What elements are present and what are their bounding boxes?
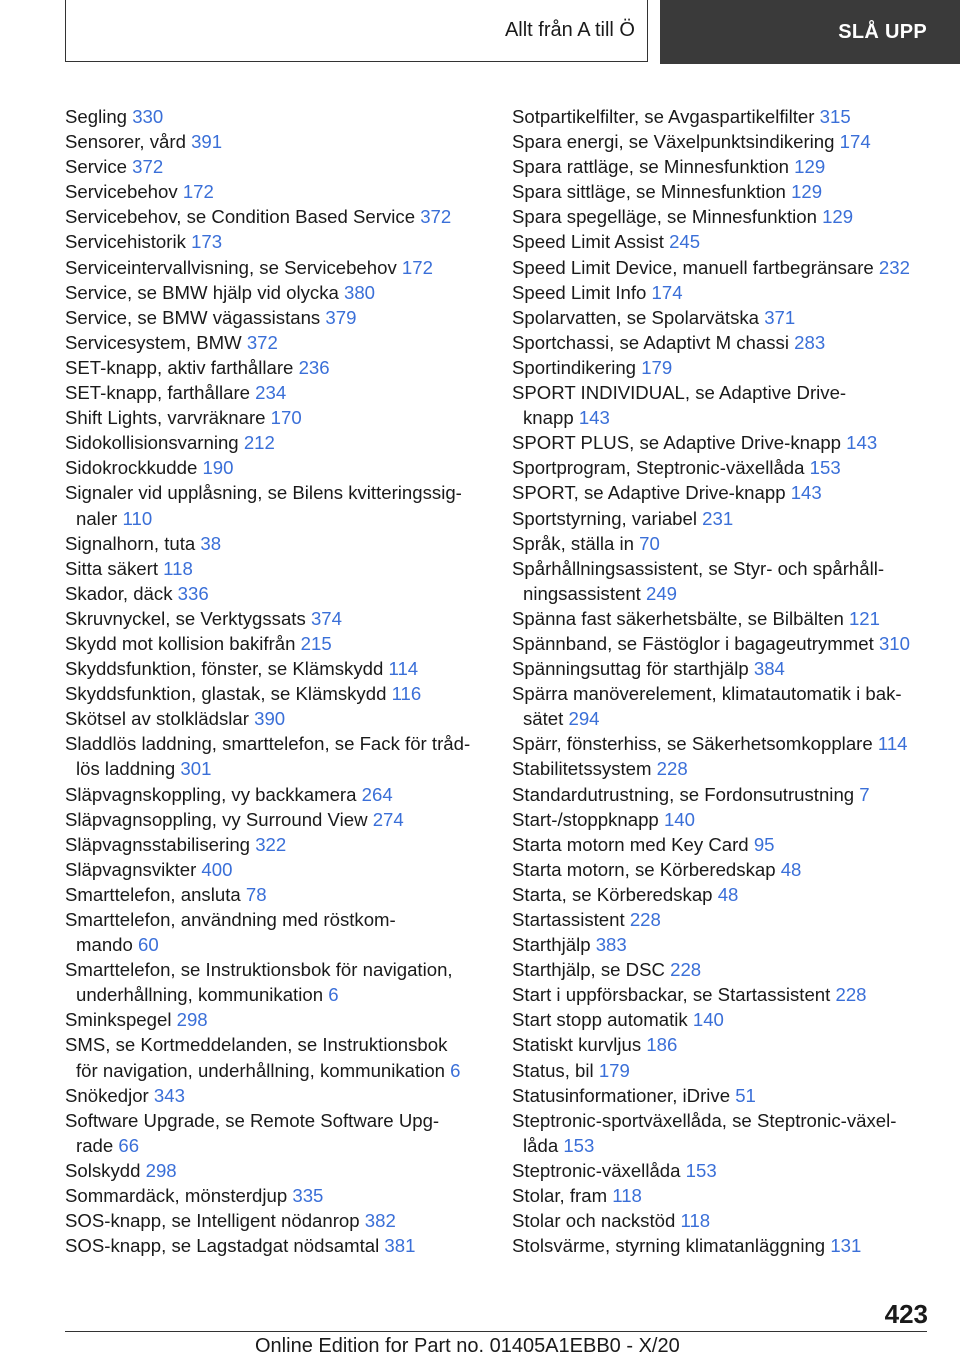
index-entry bbox=[512, 932, 932, 957]
index-entry bbox=[65, 480, 485, 530]
index-entry-term: Steptronic-sportväxellåda, se Steptronic-växel- bbox=[512, 1109, 897, 1131]
page-link[interactable]: 228 bbox=[629, 909, 661, 930]
page-link[interactable]: 6 bbox=[328, 984, 339, 1006]
page-link[interactable]: 330 bbox=[132, 106, 164, 127]
index-entry bbox=[65, 179, 485, 204]
index-entry-term: Standardutrustning, se Fordonsutrustning bbox=[512, 783, 860, 805]
index-entry bbox=[65, 229, 485, 254]
index-entry bbox=[512, 104, 932, 129]
index-entry-term: Start-/stoppknapp bbox=[512, 808, 664, 830]
page-link[interactable]: 383 bbox=[595, 934, 627, 956]
index-entry bbox=[65, 656, 485, 681]
index-entry-term: Språk, ställa in bbox=[512, 532, 640, 554]
index-entry bbox=[512, 857, 932, 882]
index-entry-term: Smarttelefon, se Instruktionsbok för navigation, bbox=[65, 959, 453, 981]
index-entry-term: Sotpartikelfilter, se Avgaspartikelfilter bbox=[512, 106, 820, 127]
index-entry-term: Starthjälp bbox=[512, 934, 596, 956]
page-link[interactable]: 51 bbox=[735, 1084, 756, 1106]
index-entry-term: Servicebehov, se Condition Based Service bbox=[65, 206, 421, 228]
index-entry-term: Status, bil bbox=[512, 1059, 599, 1081]
index-entry bbox=[65, 355, 485, 380]
index-entry bbox=[65, 1032, 485, 1082]
index-entry-term: Spänna fast säkerhetsbälte, se Bilbälten bbox=[512, 607, 849, 629]
index-entry-term: Starta motorn, se Körberedskap bbox=[512, 858, 781, 880]
index-entry bbox=[65, 129, 485, 154]
page-link[interactable]: 153 bbox=[563, 1134, 595, 1156]
page-link[interactable]: 129 bbox=[791, 181, 823, 203]
index-entry-term: Start i uppförsbackar, se Startassistent bbox=[512, 984, 836, 1006]
page-link[interactable]: 382 bbox=[364, 1210, 396, 1232]
top-tab-bar bbox=[65, 0, 960, 64]
index-entry bbox=[512, 154, 932, 179]
index-entry-term: Stolar, fram bbox=[512, 1185, 613, 1207]
page-link[interactable]: 249 bbox=[646, 582, 678, 604]
page-link[interactable]: 245 bbox=[669, 231, 701, 253]
index-entry-term: SPORT INDIVIDUAL, se Adaptive Drive- bbox=[512, 382, 847, 404]
page-link[interactable]: 228 bbox=[656, 758, 688, 780]
index-entry bbox=[65, 631, 485, 656]
page-link[interactable]: 66 bbox=[118, 1134, 140, 1156]
page-link[interactable]: 232 bbox=[878, 256, 910, 278]
page-link[interactable]: 381 bbox=[384, 1235, 416, 1257]
index-entry-term: SET-knapp, farthållare bbox=[65, 382, 256, 404]
index-entry-term: Släpvagnsoppling, vy Surround View bbox=[65, 808, 373, 830]
page-link[interactable]: 129 bbox=[822, 206, 854, 228]
index-entry-term-continued: naler bbox=[76, 507, 123, 529]
page-link[interactable]: 371 bbox=[764, 306, 796, 328]
index-entry bbox=[512, 556, 932, 606]
index-entry bbox=[65, 782, 485, 807]
page-link[interactable]: 234 bbox=[255, 382, 287, 404]
index-entry bbox=[65, 531, 485, 556]
index-entry-term: Sladdlös laddning, smarttelefon, se Fack för tråd- bbox=[65, 733, 471, 755]
page-link[interactable]: 384 bbox=[753, 658, 785, 680]
index-entry bbox=[512, 1158, 932, 1183]
page-link[interactable]: 153 bbox=[685, 1159, 717, 1181]
index-entry bbox=[512, 756, 932, 781]
index-entry bbox=[65, 957, 485, 1007]
page-link[interactable]: 236 bbox=[298, 356, 330, 378]
index-entry bbox=[65, 204, 485, 229]
index-entry bbox=[512, 129, 932, 154]
index-entry bbox=[512, 907, 932, 932]
index-entry-term: Servicehistorik bbox=[65, 231, 192, 253]
index-entry bbox=[65, 330, 485, 355]
index-entry-term: SPORT PLUS, se Adaptive Drive-knapp bbox=[512, 432, 847, 454]
page-link[interactable]: 6 bbox=[450, 1059, 461, 1081]
index-entry bbox=[512, 1233, 932, 1258]
page-link[interactable]: 298 bbox=[176, 1009, 208, 1031]
index-entry-term: Släpvagnsvikter bbox=[65, 858, 202, 880]
page-link[interactable]: 294 bbox=[568, 708, 600, 730]
index-entry bbox=[512, 882, 932, 907]
index-entry-term: Statusinformationer, iDrive bbox=[512, 1084, 736, 1106]
index-entry-term: Skötsel av stolklädslar bbox=[65, 708, 255, 730]
index-entry bbox=[65, 556, 485, 581]
page-link[interactable]: 343 bbox=[153, 1084, 185, 1106]
index-entry-term: Sommardäck, mönsterdjup bbox=[65, 1185, 293, 1207]
tab-index-a-to-z[interactable] bbox=[65, 0, 648, 62]
index-entry-term: Segling bbox=[65, 106, 133, 127]
index-entry-term: Skruvnyckel, se Verktygssats bbox=[65, 607, 311, 629]
index-entry bbox=[512, 1058, 932, 1083]
page-link[interactable]: 131 bbox=[830, 1235, 862, 1257]
index-entry-term: Service bbox=[65, 156, 133, 178]
page-link[interactable]: 390 bbox=[254, 708, 286, 730]
index-entry bbox=[65, 1208, 485, 1233]
index-entry bbox=[65, 1158, 485, 1183]
page-link[interactable]: 315 bbox=[819, 106, 851, 127]
index-entry bbox=[65, 581, 485, 606]
index-column-right bbox=[512, 104, 932, 1258]
index-entry bbox=[512, 204, 932, 229]
index-entry bbox=[512, 1208, 932, 1233]
index-entry-term: Stolar och nackstöd bbox=[512, 1210, 681, 1232]
index-entry bbox=[65, 1083, 485, 1108]
index-entry bbox=[512, 455, 932, 480]
index-entry bbox=[512, 330, 932, 355]
index-entry bbox=[512, 631, 932, 656]
index-entry-term: Sportchassi, se Adaptivt M chassi bbox=[512, 331, 795, 353]
page-link[interactable]: 129 bbox=[794, 156, 826, 178]
index-entry-term: Skyddsfunktion, glastak, se Klämskydd bbox=[65, 683, 392, 705]
page-link[interactable]: 301 bbox=[180, 758, 212, 780]
index-entry-term: SPORT, se Adaptive Drive-knapp bbox=[512, 482, 791, 504]
page-link[interactable]: 118 bbox=[612, 1185, 642, 1207]
tab-lookup[interactable] bbox=[660, 0, 960, 64]
index-entry-term: Skyddsfunktion, fönster, se Klämskydd bbox=[65, 658, 389, 680]
page-link[interactable]: 114 bbox=[877, 733, 908, 755]
index-entry bbox=[65, 154, 485, 179]
index-entry bbox=[512, 731, 932, 756]
index-entry bbox=[65, 405, 485, 430]
page-link[interactable]: 372 bbox=[246, 331, 278, 353]
index-entry-term: Sportstyrning, variabel bbox=[512, 507, 703, 529]
index-entry-term: Spännband, se Fästöglor i bagageutrymmet bbox=[512, 632, 879, 654]
index-entry-term: Spara rattläge, se Minnesfunktion bbox=[512, 156, 795, 178]
page-link[interactable]: 95 bbox=[753, 833, 775, 855]
index-entry bbox=[512, 1032, 932, 1057]
page-link[interactable]: 322 bbox=[255, 833, 287, 855]
page-link[interactable]: 140 bbox=[692, 1009, 724, 1031]
index-entry-term: Smarttelefon, användning med röstkom- bbox=[65, 909, 396, 930]
page-link[interactable]: 380 bbox=[344, 281, 376, 303]
index-entry bbox=[512, 1083, 932, 1108]
page-link[interactable]: 116 bbox=[391, 683, 422, 705]
page-link[interactable]: 372 bbox=[420, 206, 452, 228]
page-link[interactable]: 336 bbox=[177, 582, 209, 604]
tab-index-label: Allt från A till Ö bbox=[504, 19, 635, 41]
index-entry-term: Serviceintervallvisning, se Servicebehov bbox=[65, 256, 402, 278]
index-entry-term-continued: mando bbox=[76, 934, 139, 956]
index-entry-term: Steptronic-växellåda bbox=[512, 1159, 686, 1181]
index-entry-term: Servicesystem, BMW bbox=[65, 331, 247, 353]
page-link[interactable]: 38 bbox=[200, 532, 222, 554]
index-entry bbox=[65, 1007, 485, 1032]
index-entry-term: Sitta säkert bbox=[65, 557, 164, 579]
index-entry-term: Starta motorn med Key Card bbox=[512, 833, 754, 855]
index-entry bbox=[512, 430, 932, 455]
index-entry bbox=[65, 280, 485, 305]
index-entry bbox=[512, 355, 932, 380]
index-entry bbox=[65, 832, 485, 857]
page-link[interactable]: 298 bbox=[145, 1159, 177, 1181]
page-link[interactable]: 70 bbox=[639, 532, 660, 554]
page-link[interactable]: 174 bbox=[839, 131, 871, 153]
index-entry-term: Spara sittläge, se Minnesfunktion bbox=[512, 181, 792, 203]
page-link[interactable]: 60 bbox=[138, 934, 159, 956]
index-entry bbox=[512, 957, 932, 982]
index-entry bbox=[65, 882, 485, 907]
index-entry bbox=[512, 255, 932, 280]
index-entry-term: SET-knapp, aktiv farthållare bbox=[65, 356, 299, 378]
page-link[interactable]: 48 bbox=[717, 883, 739, 905]
index-entry bbox=[65, 706, 485, 731]
page-link[interactable]: 264 bbox=[361, 783, 393, 805]
page-link[interactable]: 231 bbox=[702, 507, 734, 529]
page-link[interactable]: 172 bbox=[401, 256, 433, 278]
page-link[interactable]: 143 bbox=[846, 432, 878, 454]
page-link[interactable]: 7 bbox=[859, 783, 870, 805]
index-entry bbox=[512, 179, 932, 204]
index-entry-term: Starthjälp, se DSC bbox=[512, 959, 671, 981]
page-link[interactable]: 374 bbox=[310, 607, 342, 629]
index-entry-term: Speed Limit Device, manuell fartbegränsare bbox=[512, 256, 879, 278]
page-link[interactable]: 114 bbox=[388, 658, 419, 680]
index-entry bbox=[65, 455, 485, 480]
tab-lookup-label: SLÅ UPP bbox=[838, 20, 927, 43]
index-entry bbox=[512, 280, 932, 305]
index-entry-term: SMS, se Kortmeddelanden, se Instruktionsbok bbox=[65, 1034, 448, 1056]
index-entry-term: Spara energi, se Växelpunktsindikering bbox=[512, 131, 840, 153]
index-entry-term: Service, se BMW hjälp vid olycka bbox=[65, 281, 344, 303]
index-entry-term: Spårhållningsassistent, se Styr- och spårhåll- bbox=[512, 557, 885, 579]
page-link[interactable]: 118 bbox=[163, 557, 193, 579]
index-entry bbox=[512, 1108, 932, 1158]
index-entry bbox=[512, 480, 932, 505]
index-entry bbox=[512, 1007, 932, 1032]
page-link[interactable]: 153 bbox=[809, 457, 841, 479]
index-entry-term: Smarttelefon, ansluta bbox=[65, 883, 246, 905]
page-link[interactable]: 190 bbox=[202, 457, 234, 479]
index-entry-term: Skydd mot kollision bakifrån bbox=[65, 632, 301, 654]
index-entry-term: Spänningsuttag för starthjälp bbox=[512, 658, 754, 680]
index-entry bbox=[512, 229, 932, 254]
index-entry-term: Spara spegelläge, se Minnesfunktion bbox=[512, 206, 823, 228]
index-entry-term: Software Upgrade, se Remote Software Upg- bbox=[65, 1109, 440, 1131]
index-entry bbox=[512, 681, 932, 731]
index-entry-term: Släpvagnsstabilisering bbox=[65, 833, 256, 855]
page-link[interactable]: 118 bbox=[680, 1210, 711, 1232]
index-entry-term: SOS-knapp, se Lagstadgat nödsamtal bbox=[65, 1235, 385, 1257]
page-link[interactable]: 215 bbox=[300, 632, 332, 654]
page-link[interactable]: 310 bbox=[878, 632, 910, 654]
page-link[interactable]: 400 bbox=[201, 858, 233, 880]
index-entry-term: Speed Limit Assist bbox=[512, 231, 670, 253]
index-entry-term: SOS-knapp, se Intelligent nödanrop bbox=[65, 1210, 365, 1232]
page-link[interactable]: 283 bbox=[794, 331, 826, 353]
page-link[interactable]: 174 bbox=[651, 281, 683, 303]
index-entry-term-continued: knapp bbox=[523, 407, 579, 429]
page-link[interactable]: 110 bbox=[122, 507, 153, 529]
index-entry-term: Sportindikering bbox=[512, 356, 642, 378]
page-number: 423 bbox=[884, 1299, 928, 1329]
index-entry-term: Sidokrockkudde bbox=[65, 457, 203, 479]
index-entry bbox=[65, 255, 485, 280]
index-entry-term-continued: sätet bbox=[523, 708, 569, 730]
index-entry-term: Snökedjor bbox=[65, 1084, 154, 1106]
index-entry-term: Statiskt kurvljus bbox=[512, 1034, 647, 1056]
page-link[interactable]: 372 bbox=[132, 156, 164, 178]
index-entry bbox=[65, 380, 485, 405]
index-entry-term: Sportprogram, Steptronic-växellåda bbox=[512, 457, 810, 479]
index-entry bbox=[65, 430, 485, 455]
index-entry bbox=[65, 305, 485, 330]
index-entry-term: Start stopp automatik bbox=[512, 1009, 693, 1031]
index-entry bbox=[65, 807, 485, 832]
page-link[interactable]: 228 bbox=[835, 984, 867, 1006]
index-entry bbox=[65, 681, 485, 706]
index-entry-term: Stolsvärme, styrning klimatanläggning bbox=[512, 1235, 831, 1257]
index-entry bbox=[512, 656, 932, 681]
index-entry bbox=[512, 832, 932, 857]
page-link[interactable]: 170 bbox=[270, 407, 302, 429]
index-entry bbox=[65, 1183, 485, 1208]
index-entry-term: Sminkspegel bbox=[65, 1009, 177, 1031]
index-entry-term: Solskydd bbox=[65, 1159, 146, 1181]
index-entry bbox=[65, 907, 485, 957]
page-link[interactable]: 143 bbox=[790, 482, 822, 504]
page-link[interactable]: 274 bbox=[372, 808, 404, 830]
index-entry-term-continued: rade bbox=[76, 1134, 119, 1156]
index-entry-term-continued: för navigation, underhållning, kommunikation bbox=[76, 1059, 451, 1081]
page-link[interactable]: 48 bbox=[780, 858, 802, 880]
page-link[interactable]: 379 bbox=[325, 306, 357, 328]
index-entry bbox=[512, 1183, 932, 1208]
index-entry-term: Servicebehov bbox=[65, 181, 183, 203]
index-entry-term: Stabilitetssystem bbox=[512, 758, 657, 780]
page-link[interactable]: 121 bbox=[848, 607, 880, 629]
page-link[interactable]: 179 bbox=[641, 356, 673, 378]
index-entry-term: Spärra manöverelement, klimatautomatik i bak- bbox=[512, 683, 902, 705]
index-entry bbox=[512, 782, 932, 807]
index-entry bbox=[65, 606, 485, 631]
index-entry-term: Startassistent bbox=[512, 909, 630, 930]
index-entry bbox=[512, 807, 932, 832]
index-entry-term: Speed Limit Info bbox=[512, 281, 652, 303]
index-entry-term: Spärr, fönsterhiss, se Säkerhetsomkopplare bbox=[512, 733, 878, 755]
index-entry bbox=[512, 606, 932, 631]
index-entry-term: Skador, däck bbox=[65, 582, 178, 604]
page-link[interactable]: 212 bbox=[243, 432, 275, 454]
index-entry-term: Service, se BMW vägassistans bbox=[65, 306, 326, 328]
index-entry-term-continued: ningsassistent bbox=[523, 582, 646, 604]
page-link[interactable]: 228 bbox=[670, 959, 702, 981]
index-entry-term: Sensorer, vård bbox=[65, 131, 192, 153]
page-link[interactable]: 173 bbox=[191, 231, 223, 253]
index-entry-term: Starta, se Körberedskap bbox=[512, 883, 718, 905]
index-entry-term: Shift Lights, varvräknare bbox=[65, 407, 271, 429]
index-entry-term: Släpvagnskoppling, vy backkamera bbox=[65, 783, 362, 805]
index-entry bbox=[512, 305, 932, 330]
index-entry-term-continued: lös laddning bbox=[76, 758, 181, 780]
index-entry-term-continued: underhållning, kommunikation bbox=[76, 984, 329, 1006]
page-link[interactable]: 179 bbox=[598, 1059, 630, 1081]
page-link[interactable]: 335 bbox=[292, 1185, 324, 1207]
footer-edition-text: Online Edition for Part no. 01405A1EBB0 - X/20 bbox=[255, 1335, 680, 1357]
index-entry bbox=[65, 1108, 485, 1158]
index-entry bbox=[512, 506, 932, 531]
page-link[interactable]: 140 bbox=[663, 808, 695, 830]
index-entry bbox=[512, 531, 932, 556]
page-link[interactable]: 172 bbox=[182, 181, 214, 203]
index-entry-term: Spolarvatten, se Spolarvätska bbox=[512, 306, 765, 328]
index-entry bbox=[65, 1233, 485, 1258]
index-entry bbox=[65, 104, 485, 129]
index-entry-term: Sidokollisionsvarning bbox=[65, 432, 244, 454]
index-entry-term: Signalhorn, tuta bbox=[65, 532, 201, 554]
page-link[interactable]: 186 bbox=[646, 1034, 678, 1056]
index-entry-term: Signaler vid upplåsning, se Bilens kvitteringssig- bbox=[65, 482, 462, 504]
page-link[interactable]: 391 bbox=[191, 131, 223, 153]
page-link[interactable]: 143 bbox=[578, 407, 610, 429]
index-entry bbox=[65, 857, 485, 882]
index-entry bbox=[65, 731, 485, 781]
index-entry bbox=[512, 380, 932, 430]
index-entry-term-continued: låda bbox=[523, 1134, 564, 1156]
footer-divider bbox=[65, 1331, 927, 1332]
index-column-left bbox=[65, 104, 485, 1258]
page-link[interactable]: 78 bbox=[245, 883, 267, 905]
index-entry bbox=[512, 982, 932, 1007]
